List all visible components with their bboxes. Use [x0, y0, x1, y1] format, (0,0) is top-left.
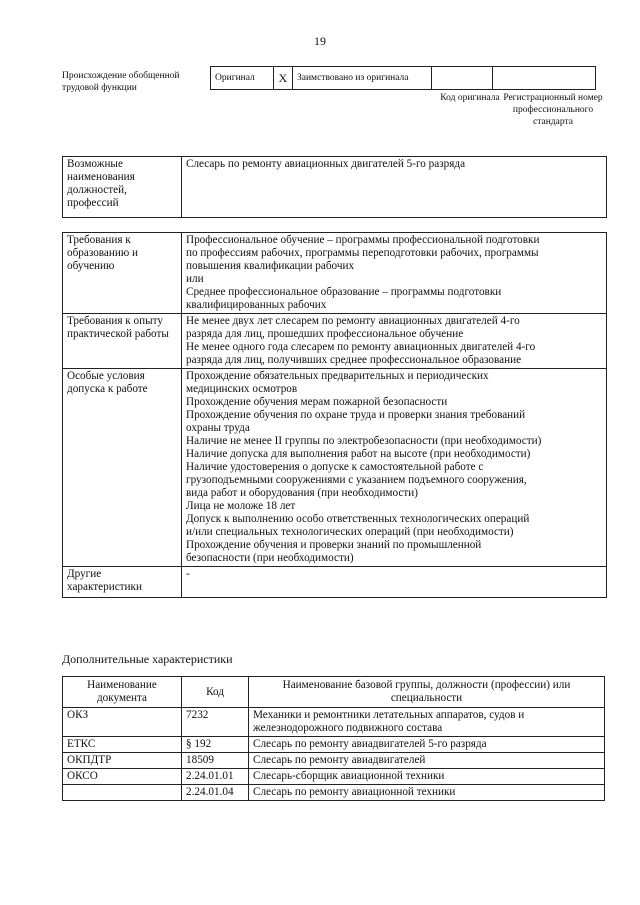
- additional-cell-name: Слесарь по ремонту авиадвигателей: [249, 753, 605, 769]
- additional-cell-code: 7232: [182, 708, 249, 737]
- requirement-line: Наличие удостоверения о допуске к самостоятельной работе с: [186, 461, 484, 473]
- additional-cell-code: 2.24.01.04: [182, 785, 249, 801]
- requirement-line: Не менее одного года слесарем по ремонту авиационных двигателей 4-го: [186, 341, 536, 353]
- additional-cell-doc: ОКЗ: [63, 708, 182, 737]
- additional-heading: Дополнительные характеристики: [62, 652, 233, 666]
- page-number: 19: [314, 34, 326, 48]
- additional-table: [62, 676, 605, 801]
- requirement-line: разряда для лиц, получивших среднее профессиональное образование: [186, 354, 522, 366]
- requirement-row: [63, 314, 607, 369]
- job-titles-table: [62, 156, 607, 218]
- requirement-line: Лица не моложе 18 лет: [186, 500, 296, 512]
- additional-row: [63, 737, 605, 753]
- requirement-line: разряда для лиц, прошедших профессиональное обучение: [186, 328, 464, 340]
- requirement-line: квалифицированных рабочих: [186, 299, 327, 311]
- requirement-line: Прохождение обучения мерам пожарной безопасности: [186, 396, 448, 408]
- requirement-row: [63, 567, 607, 598]
- requirement-line: вида работ и оборудования (при необходимости): [186, 487, 418, 499]
- origin-original-label: Оригинал: [211, 67, 274, 90]
- requirement-value: [182, 567, 607, 598]
- requirement-label: Требования к опыту практической работы: [63, 314, 182, 369]
- origin-original-mark: X: [274, 67, 293, 90]
- requirement-row: [63, 233, 607, 314]
- additional-cell-doc: ЕТКС: [63, 737, 182, 753]
- additional-cell-name: Слесарь по ремонту авиационной техники: [249, 785, 605, 801]
- origin-code-caption: Код оригинала: [440, 93, 500, 103]
- requirement-value: [182, 314, 607, 369]
- origin-reg-caption: Регистрационный номер профессионального стандарта: [503, 93, 603, 127]
- requirement-line: охраны труда: [186, 422, 250, 434]
- additional-cell-code: 2.24.01.01: [182, 769, 249, 785]
- additional-cell-code: 18509: [182, 753, 249, 769]
- origin-code-cell: [432, 67, 493, 90]
- origin-label: Происхождение обобщенной трудовой функции: [62, 71, 180, 93]
- requirement-line: Прохождение обучения и проверки знаний по промышленной: [186, 539, 482, 551]
- origin-reg-cell: [493, 67, 596, 90]
- additional-row: [63, 708, 605, 737]
- additional-header-row: [63, 677, 605, 708]
- requirement-line: Среднее профессиональное образование – программы подготовки: [186, 286, 502, 298]
- requirements-table: [62, 232, 607, 598]
- requirement-line: Не менее двух лет слесарем по ремонту авиационных двигателей 4-го: [186, 315, 520, 327]
- requirement-label: Другие характеристики: [63, 567, 182, 598]
- requirement-line: и/или специальных технологических операций (при необходимости): [186, 526, 514, 538]
- requirement-line: Прохождение обязательных предварительных и периодических: [186, 370, 489, 382]
- requirement-line: Наличие не менее II группы по электробезопасности (при необходимости): [186, 435, 542, 447]
- additional-row: [63, 753, 605, 769]
- requirement-line: медицинских осмотров: [186, 383, 298, 395]
- requirement-label: Особые условия допуска к работе: [63, 369, 182, 567]
- additional-cell-name: Слесарь-сборщик авиационной техники: [249, 769, 605, 785]
- requirement-label: Требования к образованию и обучению: [63, 233, 182, 314]
- additional-row: [63, 785, 605, 801]
- requirement-line: грузоподъемными сооружениями с указанием подъемного сооружения,: [186, 474, 527, 486]
- job-titles-label: Возможные наименования должностей, профессий: [63, 157, 182, 218]
- origin-borrowed-label: Заимствовано из оригинала: [293, 67, 432, 90]
- header-code: Код: [182, 677, 249, 708]
- requirement-line: Наличие допуска для выполнения работ на высоте (при необходимости): [186, 448, 531, 460]
- additional-cell-doc: ОКСО: [63, 769, 182, 785]
- requirement-line: Допуск к выполнению особо ответственных технологических операций: [186, 513, 530, 525]
- additional-cell-doc: ОКПДТР: [63, 753, 182, 769]
- requirement-line: безопасности (при необходимости): [186, 552, 354, 564]
- requirement-line: Профессиональное обучение – программы профессиональной подготовки: [186, 234, 540, 246]
- additional-row: [63, 769, 605, 785]
- additional-cell-doc: [63, 785, 182, 801]
- additional-cell-name: Механики и ремонтники летательных аппаратов, судов и железнодорожного подвижного состава: [249, 708, 605, 737]
- requirement-value: [182, 369, 607, 567]
- requirement-line: повышения квалификации рабочих: [186, 260, 355, 272]
- requirement-row: [63, 369, 607, 567]
- requirement-line: по профессиям рабочих, программы переподготовки рабочих, программы: [186, 247, 539, 259]
- additional-cell-name: Слесарь по ремонту авиадвигателей 5-го разряда: [249, 737, 605, 753]
- job-titles-value: Слесарь по ремонту авиационных двигателей 5-го разряда: [182, 157, 607, 218]
- requirement-value: [182, 233, 607, 314]
- requirement-line: Прохождение обучения по охране труда и проверки знания требований: [186, 409, 526, 421]
- origin-table: [210, 66, 596, 90]
- requirement-line: или: [186, 273, 204, 285]
- header-doc: Наименование документа: [63, 677, 182, 708]
- header-name: Наименование базовой группы, должности (профессии) или специальности: [249, 677, 605, 708]
- additional-cell-code: § 192: [182, 737, 249, 753]
- requirement-line: -: [186, 568, 190, 580]
